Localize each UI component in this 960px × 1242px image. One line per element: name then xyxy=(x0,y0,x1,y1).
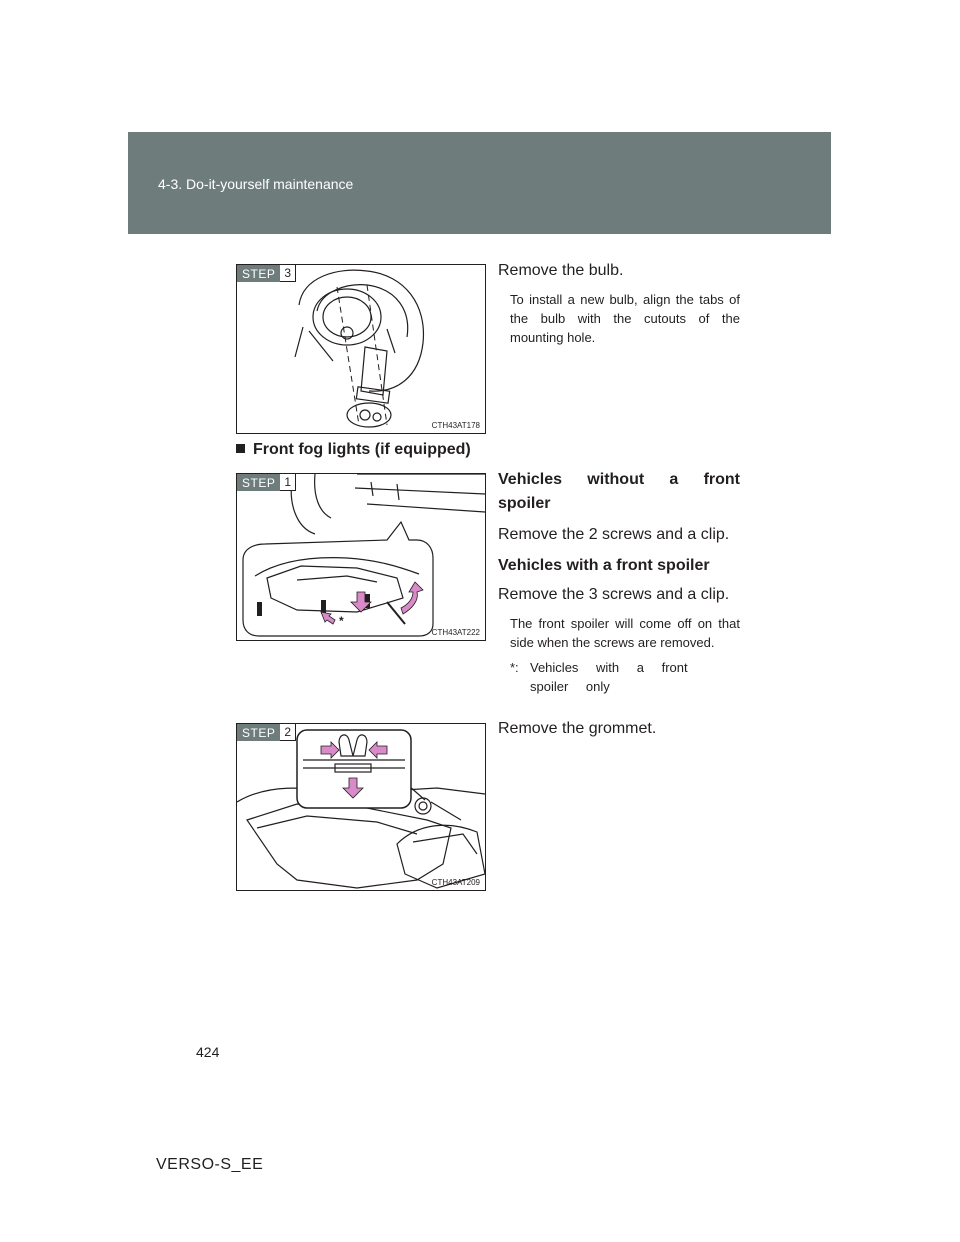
step3-note: To install a new bulb, align the tabs of the bulb with the cutouts of the mounting hole. xyxy=(510,292,740,345)
step-badge: STEP 1 xyxy=(237,474,296,491)
screws-removal-illustration xyxy=(236,473,486,641)
step-badge: STEP 2 xyxy=(237,724,296,741)
step1-subhead-spoiler: Vehicles with a front spoiler xyxy=(498,557,710,574)
fog-lights-heading: Front fog lights (if equipped) xyxy=(236,441,471,459)
section-title: 4-3. Do-it-yourself maintenance xyxy=(158,176,354,192)
grommet-drawing xyxy=(237,724,485,890)
figure-code: CTH43AT222 xyxy=(431,628,480,637)
step1-note: The front spoiler will come off on that side when the screws are removed. xyxy=(510,616,740,650)
page-number: 424 xyxy=(196,1044,220,1060)
step1-text xyxy=(498,468,740,696)
spoiler-asterisk: * xyxy=(339,614,344,628)
model-code: VERSO-S_EE xyxy=(156,1156,264,1173)
step1-footnote: *: Vehicles with a front spoiler only xyxy=(510,660,688,694)
bullet-square-icon xyxy=(236,444,245,453)
step1-subhead-no-spoiler: Vehicles without a front spoiler xyxy=(498,471,740,512)
step2-text xyxy=(498,718,740,740)
step2-heading: Remove the grommet. xyxy=(498,720,657,737)
section-header-band xyxy=(128,132,831,234)
grommet-removal-illustration xyxy=(236,723,486,891)
headlight-bulb-drawing xyxy=(237,265,485,433)
step1-instruction-spoiler: Remove the 3 screws and a clip. xyxy=(498,586,730,603)
figure-code: CTH43AT178 xyxy=(431,421,480,430)
bumper-underside-drawing xyxy=(237,474,485,640)
step-badge: STEP 3 xyxy=(237,265,296,282)
step3-heading: Remove the bulb. xyxy=(498,262,624,279)
bulb-removal-illustration xyxy=(236,264,486,434)
step1-instruction-no-spoiler: Remove the 2 screws and a clip. xyxy=(498,526,730,543)
step3-text xyxy=(498,260,740,347)
figure-code: CTH43AT209 xyxy=(431,878,480,887)
